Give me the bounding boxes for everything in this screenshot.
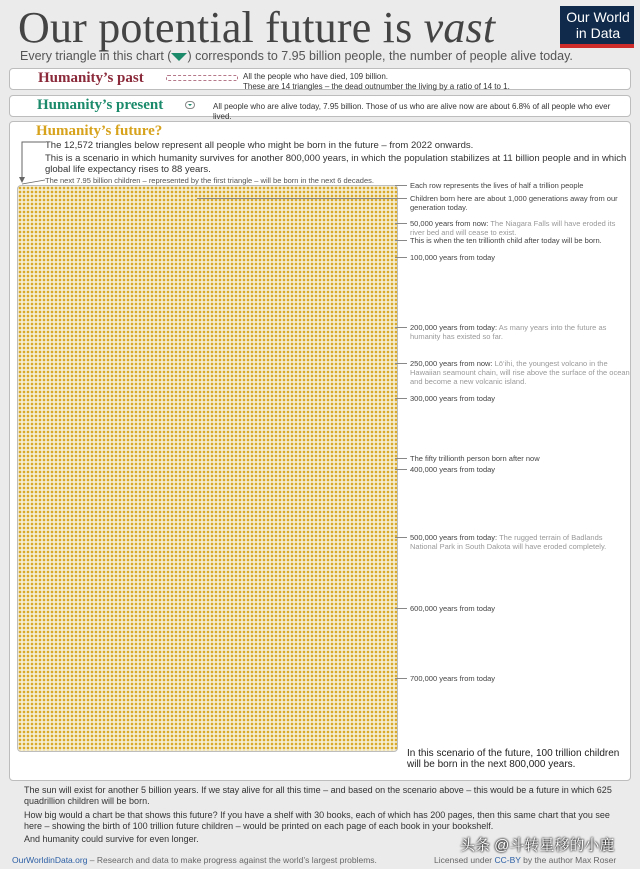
annotation-text: 200,000 years from today: [410, 323, 498, 332]
annotation-note: Lō‘ihi, the youngest volcano in the Hawaiian seamount chain, will rise above the surface of the ocean and become a new volcanic island. [410, 359, 630, 386]
past-triangles-icon [166, 75, 238, 81]
annotation-note: The Niagara Falls will have eroded its river bed and will cease to exist. [410, 219, 616, 237]
annotation-9 [410, 465, 630, 474]
annotation-note: The rugged terrain of Badlands National Park in South Dakota will have eroded completely. [410, 533, 607, 551]
annotation-text: Children born here are about 1,000 generations away from our generation today. [410, 194, 618, 212]
annotation-3 [410, 236, 630, 245]
end-note: In this scenario of the future, 100 trillion children will be born in the next 800,000 years. [407, 748, 620, 770]
bottom-paragraph-2: How big would a chart be that shows this future? If you have a shelf with 30 books, each of which has 200 pages, then this same chart that you see here – showing the birth of 100 trillion future children – would be printed on each page of each book in your bookshelf. [24, 810, 610, 831]
present-label: Humanity’s present [37, 97, 164, 113]
annotation-text: 50,000 years from now: [410, 219, 489, 228]
watermark: 头条 @斗转星移的小鹿 [460, 837, 615, 854]
subtitle: Every triangle in this chart ( ) corresponds to 7.95 billion people, the number of people alive today. [20, 49, 573, 63]
annotation-leader-line [395, 458, 407, 459]
past-description: All the people who have died, 109 billion. These are 14 triangles – the dead outnumber the living by a ratio of 14 to 1. [243, 72, 510, 91]
page-title: Our potential future is vast [18, 3, 496, 52]
annotation-text: 400,000 years from today [410, 465, 496, 474]
triangle-icon [171, 53, 187, 61]
future-description-2: This is a scenario in which humanity survives for another 800,000 years, in which the population stabilizes at 11 billion people and in which global life expectancy rises to 88 years. [45, 153, 627, 175]
annotation-10 [410, 533, 630, 551]
annotation-leader-line [395, 537, 407, 538]
annotation-text: 300,000 years from today [410, 394, 496, 403]
annotation-leader-line [395, 223, 407, 224]
annotation-4 [410, 253, 630, 262]
future-description-1: The 12,572 triangles below represent all people who might be born in the future – from 2022 onwards. [45, 140, 474, 151]
annotation-leader-line [395, 240, 407, 241]
annotation-leader-line [395, 608, 407, 609]
future-triangle-grid [17, 185, 398, 752]
past-label: Humanity’s past [38, 70, 144, 86]
annotation-5 [410, 323, 630, 341]
annotation-1 [410, 194, 630, 212]
annotation-text: 600,000 years from today [410, 604, 496, 613]
annotation-leader-line [197, 198, 407, 199]
future-label: Humanity’s future? [36, 123, 163, 139]
annotation-0 [410, 181, 630, 190]
annotation-6 [410, 359, 630, 386]
annotation-text: Each row represents the lives of half a trillion people [410, 181, 584, 190]
annotation-text: 250,000 years from now: [410, 359, 493, 368]
annotation-11 [410, 604, 630, 613]
humanity-past-box [9, 68, 631, 90]
annotation-text: This is when the ten trillionth child after today will be born. [410, 236, 602, 245]
annotation-leader-line [395, 363, 407, 364]
footer-right: Licensed under CC-BY by the author Max Roser [434, 855, 617, 865]
annotation-leader-line [395, 185, 407, 186]
annotation-7 [410, 394, 630, 403]
present-description: All people who are alive today, 7.95 billion. Those of us who are alive now are about 6.8% of all people who ever lived. [213, 102, 611, 121]
bottom-paragraph-3: And humanity could survive for even longer. [24, 834, 199, 844]
annotation-leader-line [395, 398, 407, 399]
annotation-leader-line [395, 327, 407, 328]
annotation-leader-line [395, 469, 407, 470]
annotation-text: The fifty trillionth person born after now [410, 454, 540, 463]
owid-logo[interactable]: Our World in Data [560, 6, 634, 48]
annotation-note: As many years into the future as humanity has existed so far. [410, 323, 607, 341]
next-children-note: The next 7.95 billion children – represented by the first triangle – will be born in the next 6 decades. [45, 176, 374, 185]
site-link[interactable]: OurWorldinData.org [12, 855, 88, 865]
humanity-present-box [9, 95, 631, 121]
annotation-12 [410, 674, 630, 683]
footer-left: OurWorldinData.org – Research and data to make progress against the world’s largest problems. [12, 855, 377, 865]
annotation-text: 100,000 years from today [410, 253, 496, 262]
present-triangle-icon [185, 101, 195, 109]
annotation-2 [410, 219, 630, 237]
annotation-leader-line [395, 678, 407, 679]
annotation-leader-line [395, 257, 407, 258]
annotation-text: 500,000 years from today: [410, 533, 498, 542]
bottom-paragraph-1: The sun will exist for another 5 billion years. If we stay alive for all this time – and based on the scenario above – this would be a future in which 625 quadrillion children will be born. [24, 785, 612, 806]
logo-red-bar [560, 44, 634, 48]
license-link[interactable]: CC-BY [494, 855, 521, 865]
annotation-text: 700,000 years from today [410, 674, 496, 683]
annotation-8 [410, 454, 630, 463]
